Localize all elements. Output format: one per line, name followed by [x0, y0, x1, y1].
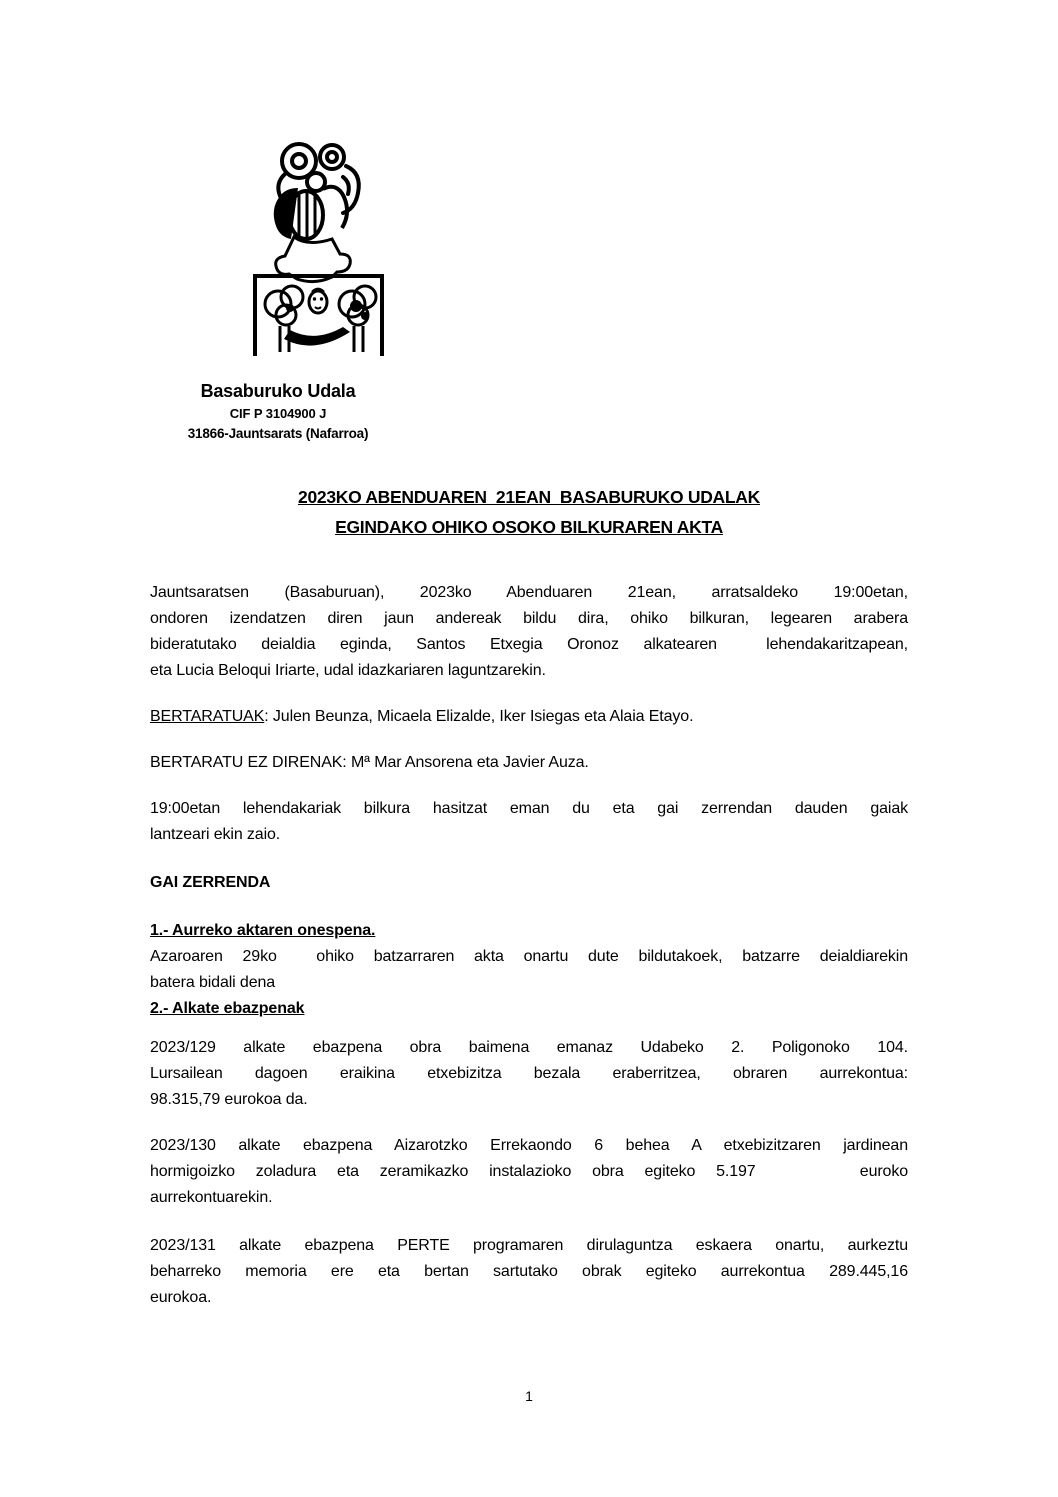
agenda-item-1-text: Azaroaren 29ko ohiko batzarraren akta onartu dute bildutakoek, batzarre deialdiarekin batera bidali dena: [150, 948, 908, 991]
attendees-line: [150, 704, 908, 730]
agenda-item-1-heading: 1.- Aurreko aktaren onespena.: [150, 922, 376, 939]
paragraph-intro: Jauntsaratsen (Basaburuan), 2023ko Abenduaren 21ean, arratsaldeko 19:00etan, ondoren izendatzen diren jaun andereak bildu dira, ohiko bilkuran, legearen arabera bideratutako deialdia eginda, Santos Etxegia Oronoz alkatearen lehendakaritzapean, eta Lucia Beloqui Iriarte, udal idazkariaren laguntzarekin.: [150, 584, 908, 679]
document-body: [150, 482, 908, 1331]
resolution-2023-130: 2023/130 alkate ebazpena Aizarotzko Errekaondo 6 behea A etxebizitzaren jardinean hormigoizko zoladura eta zeramikazko instalazioko obra egiteko 5.197 euroko aurrekontuarekin.: [150, 1137, 908, 1206]
attendees-names: : Julen Beunza, Micaela Elizalde, Iker Isiegas eta Alaia Etayo.: [264, 708, 694, 725]
resolution-2023-131: 2023/131 alkate ebazpena PERTE programaren dirulaguntza eskaera onartu, aurkeztu beharreko memoria ere eta bertan sartutako obrak egiteko aurrekontua 289.445,16 eurokoa.: [150, 1237, 908, 1306]
letterhead: [148, 380, 408, 443]
agenda-heading: GAI ZERRENDA: [150, 874, 271, 891]
attendees-label: BERTARATUAK: [150, 708, 265, 725]
page-title-line-2: EGINDAKO OHIKO OSOKO BILKURAREN AKTA: [335, 517, 723, 537]
org-cif: CIF P 3104900 J: [229, 406, 327, 421]
coat-of-arms-icon: [242, 136, 395, 360]
org-address: 31866-Jauntsarats (Nafarroa): [187, 426, 369, 441]
page-title-line-1: 2023KO ABENDUAREN 21EAN BASABURUKO UDALAK: [298, 487, 760, 507]
resolution-2023-129: 2023/129 alkate ebazpena obra baimena emanaz Udabeko 2. Poligonoko 104. Lursailean dagoen eraikina etxebizitza bezala eraberritzea, obraren aurrekontua: 98.315,79 eurokoa da.: [150, 1039, 908, 1108]
session-opening: 19:00etan lehendakariak bilkura hasitzat eman du eta gai zerrendan dauden gaiak lantzeari ekin zaio.: [150, 800, 908, 843]
absent-line: BERTARATU EZ DIRENAK: Mª Mar Ansorena eta Javier Auza.: [150, 754, 589, 771]
page-title: [150, 482, 908, 542]
agenda-item-2-heading: 2.- Alkate ebazpenak: [150, 1000, 305, 1017]
page-number: 1: [525, 1388, 533, 1404]
org-name: Basaburuko Udala: [200, 381, 356, 401]
